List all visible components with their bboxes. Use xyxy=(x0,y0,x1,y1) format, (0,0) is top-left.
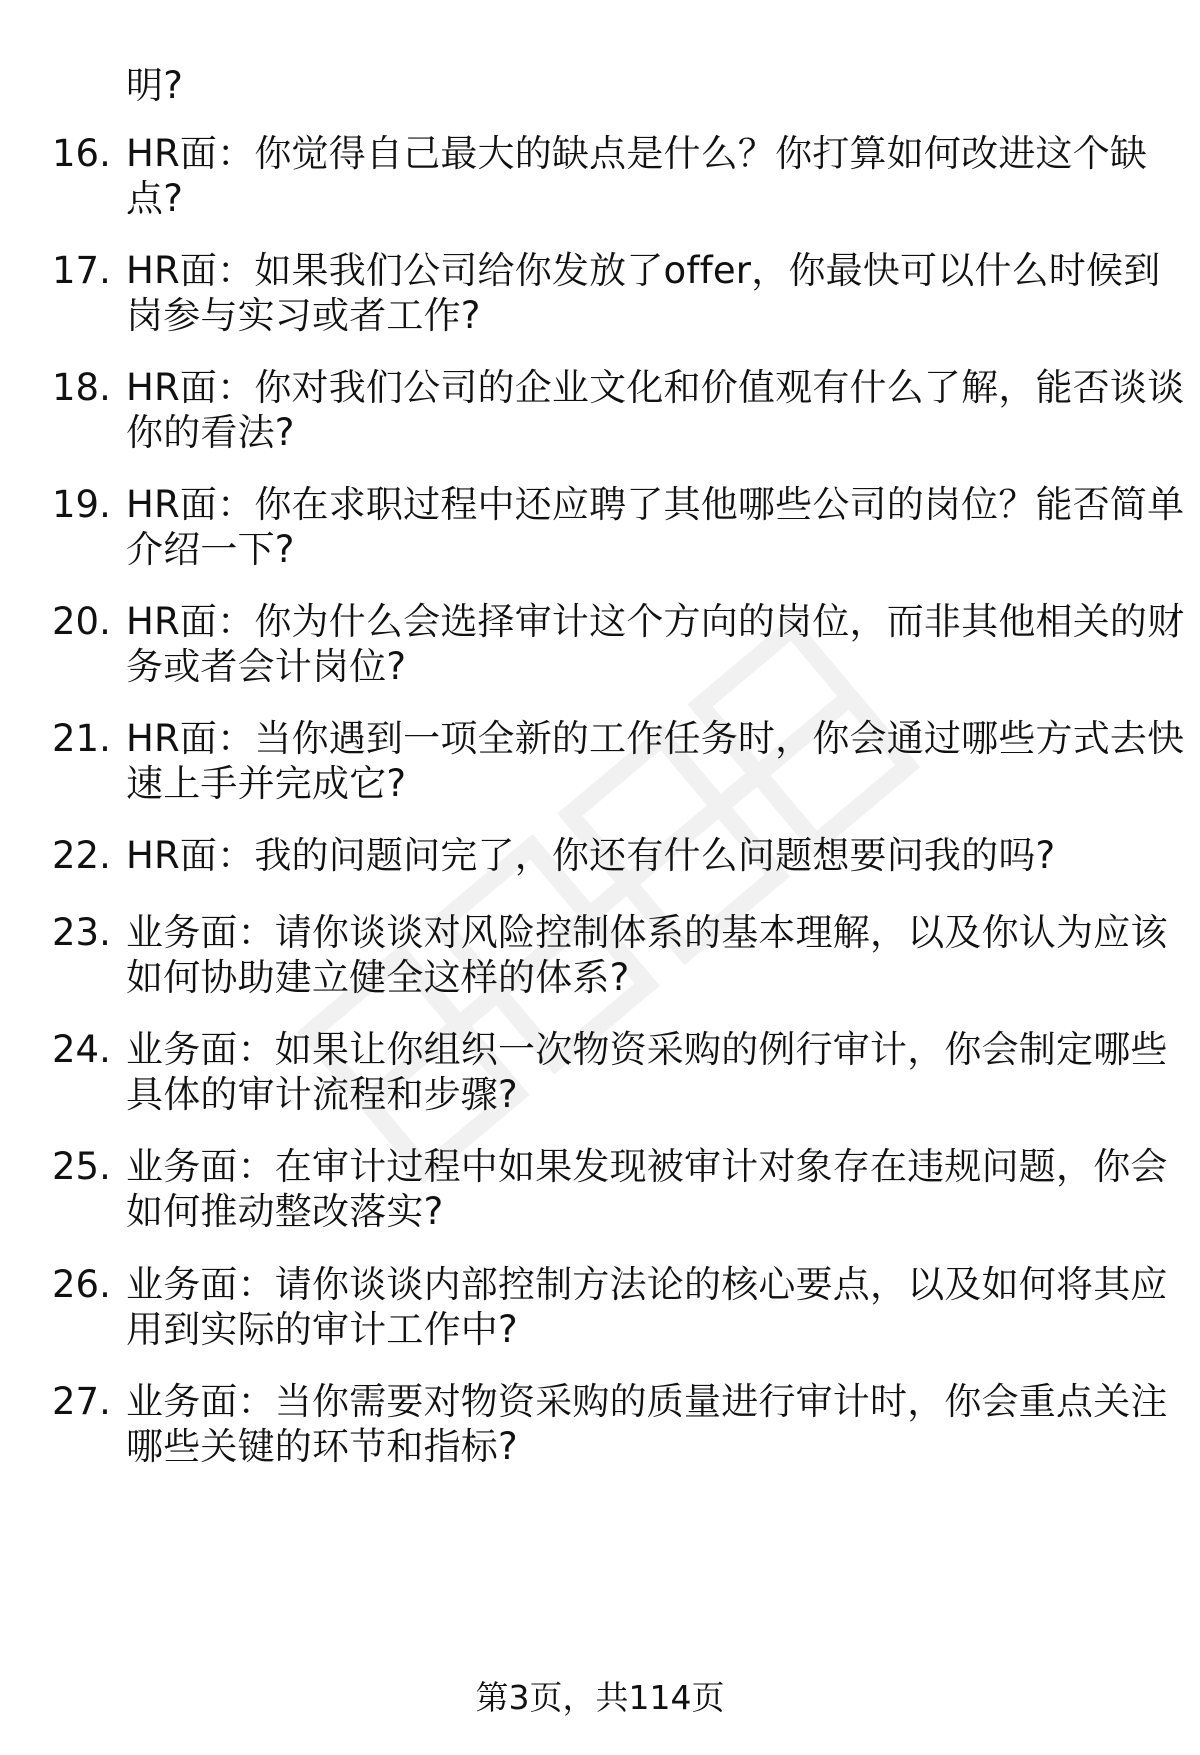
question-number: 20. xyxy=(52,600,111,643)
question-number: 16. xyxy=(52,132,111,175)
question-number: 27. xyxy=(52,1380,111,1423)
question-text-line: HR面：当你遇到一项全新的工作任务时，你会通过哪些方式去快 xyxy=(126,717,1185,760)
question-number: 23. xyxy=(52,911,111,954)
question-text-line: 业务面：如果让你组织一次物资采购的例行审计，你会制定哪些 xyxy=(126,1028,1168,1071)
question-text-line: 具体的审计流程和步骤? xyxy=(126,1073,518,1116)
question-number: 24. xyxy=(52,1028,111,1071)
question-number: 25. xyxy=(52,1145,111,1188)
question-text-line: 速上手并完成它? xyxy=(126,762,407,805)
question-text-line: HR面：你为什么会选择审计这个方向的岗位，而非其他相关的财 xyxy=(126,600,1185,643)
question-text-line: 你的看法? xyxy=(126,411,295,454)
question-text-line: 业务面：请你谈谈对风险控制体系的基本理解，以及你认为应该 xyxy=(126,911,1168,954)
question-text-line: 业务面：在审计过程中如果发现被审计对象存在违规问题，你会 xyxy=(126,1145,1168,1188)
question-text-line: HR面：如果我们公司给你发放了offer，你最快可以什么时候到 xyxy=(126,249,1161,292)
question-number: 17. xyxy=(52,249,111,292)
question-number: 26. xyxy=(52,1263,111,1306)
question-number: 19. xyxy=(52,483,111,526)
question-text-line: 哪些关键的环节和指标? xyxy=(126,1425,518,1468)
question-text-line: 业务面：请你谈谈内部控制方法论的核心要点，以及如何将其应 xyxy=(126,1263,1168,1306)
question-text-line: 业务面：当你需要对物资采购的质量进行审计时，你会重点关注 xyxy=(126,1380,1168,1423)
question-text-line: 如何协助建立健全这样的体系? xyxy=(126,956,630,999)
continued-question-text: 明? xyxy=(126,64,184,107)
question-text-line: 点? xyxy=(126,177,184,220)
page-footer: 第3页，共114页 xyxy=(475,1678,725,1717)
question-number: 18. xyxy=(52,366,111,409)
question-number: 22. xyxy=(52,834,111,877)
question-text-line: HR面：你觉得自己最大的缺点是什么？你打算如何改进这个缺 xyxy=(126,132,1148,175)
question-text-line: HR面：你在求职过程中还应聘了其他哪些公司的岗位？能否简单 xyxy=(126,483,1185,526)
question-text-line: 如何推动整改落实? xyxy=(126,1190,444,1233)
question-text-line: 介绍一下? xyxy=(126,528,295,571)
question-text-line: 务或者会计岗位? xyxy=(126,645,407,688)
question-text-line: HR面：你对我们公司的企业文化和价值观有什么了解，能否谈谈 xyxy=(126,366,1185,409)
question-number: 21. xyxy=(52,717,111,760)
question-text-line: HR面：我的问题问完了，你还有什么问题想要问我的吗? xyxy=(126,834,1056,877)
question-text-line: 用到实际的审计工作中? xyxy=(126,1308,518,1351)
question-text-line: 岗参与实习或者工作? xyxy=(126,294,481,337)
